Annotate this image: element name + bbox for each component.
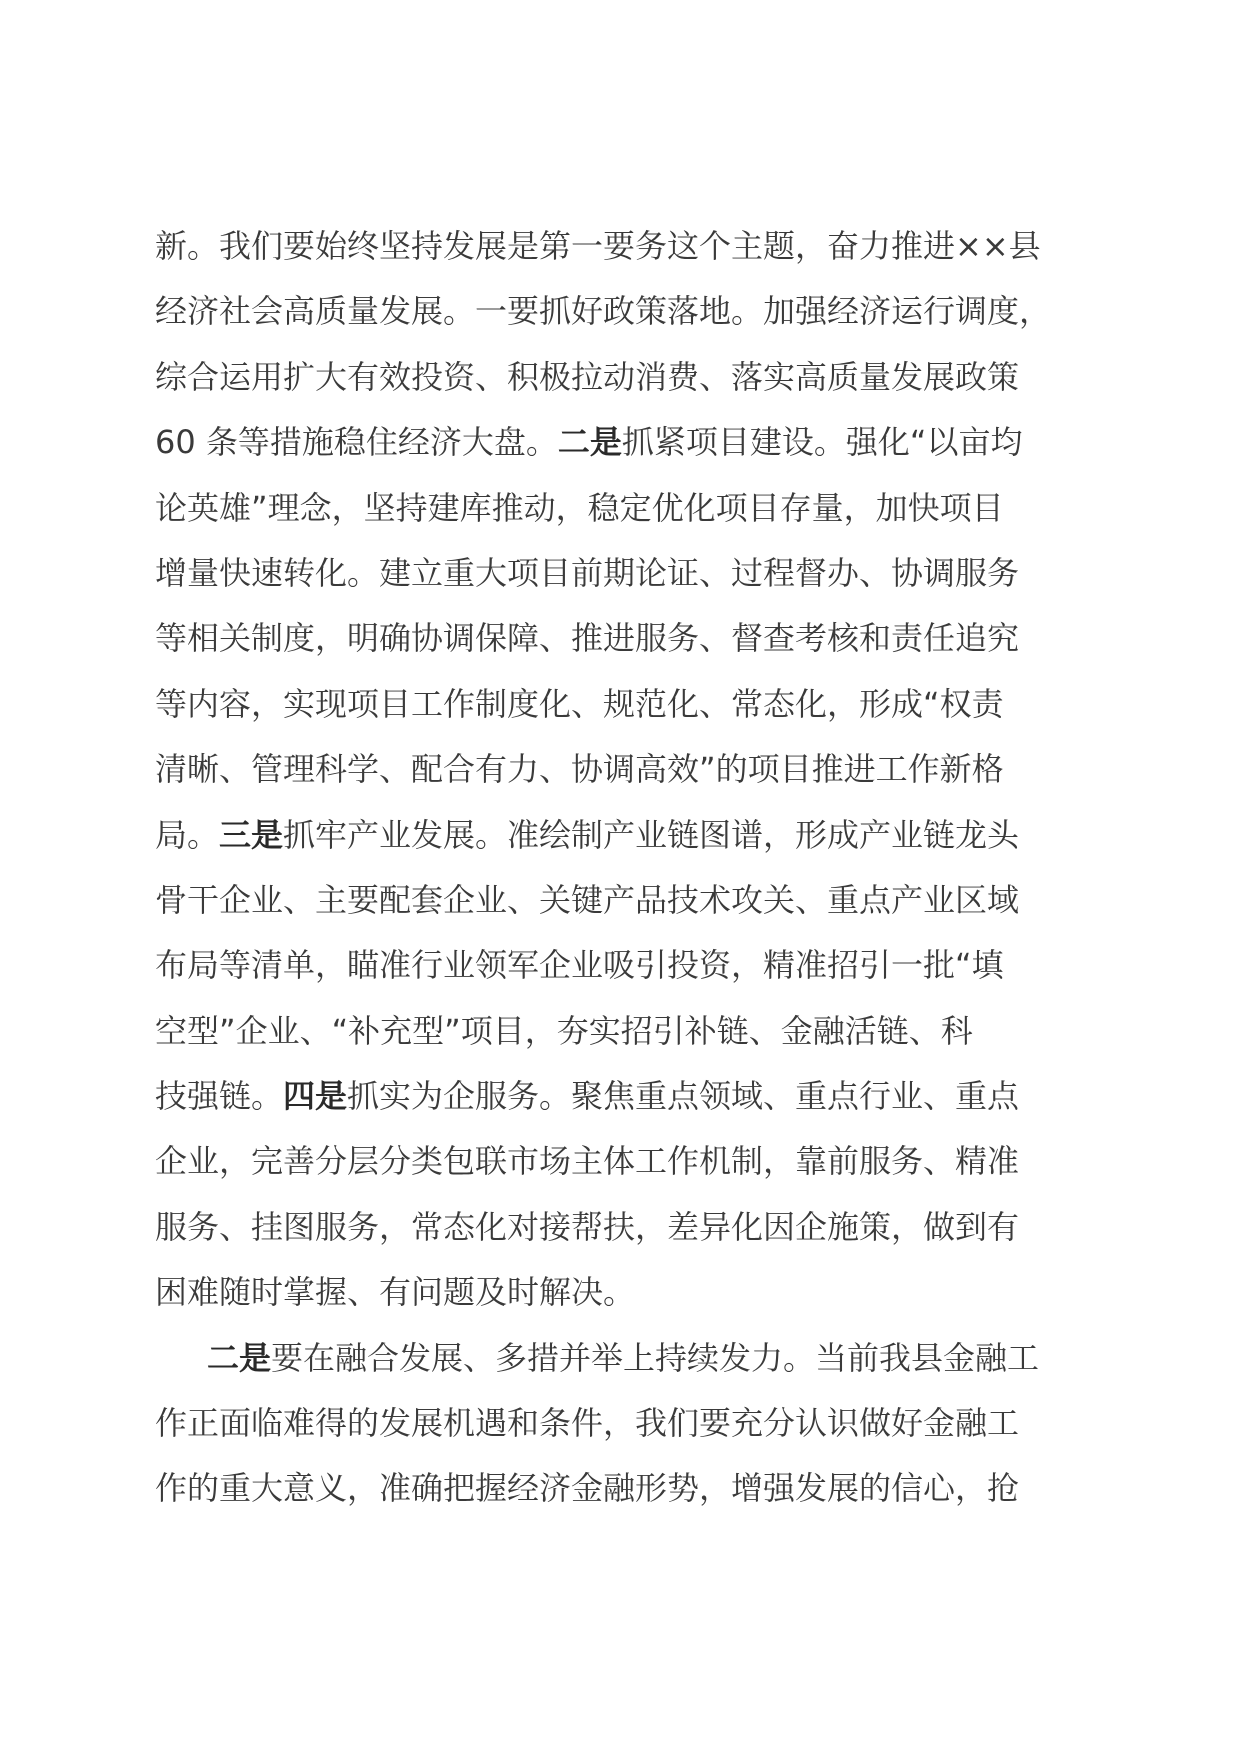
text-line bbox=[155, 868, 1095, 933]
body-text-run: 等相关制度，明确协调保障、推进服务、督查考核和责任追究 bbox=[155, 619, 1020, 658]
body-text bbox=[155, 214, 1095, 1522]
body-text-run: 等内容，实现项目工作制度化、规范化、常态化，形成“权责 bbox=[155, 684, 1004, 723]
text-line bbox=[155, 279, 1095, 344]
body-text-run: 技强链。 bbox=[155, 1077, 284, 1116]
text-line bbox=[155, 999, 1095, 1064]
body-text-run: 服务、挂图服务，常态化对接帮扶，差异化因企施策，做到有 bbox=[155, 1207, 1020, 1246]
body-text-run: 企业，完善分层分类包联市场主体工作机制，靠前服务、精准 bbox=[155, 1142, 1020, 1181]
body-text-run: 抓牢产业发展。准绘制产业链图谱，形成产业链龙头 bbox=[283, 815, 1020, 854]
body-text-run: 综合运用扩大有效投资、积极拉动消费、落实高质量发展政策 bbox=[155, 357, 1020, 396]
text-line bbox=[155, 672, 1095, 737]
body-text-run: 作正面临难得的发展机遇和条件，我们要充分认识做好金融工 bbox=[155, 1404, 1020, 1443]
body-text-run: 抓紧项目建设。强化“以亩均 bbox=[621, 423, 1023, 462]
text-line bbox=[155, 1129, 1095, 1194]
text-line bbox=[155, 476, 1095, 541]
body-text-run: 60 条等措施稳住经济大盘。 bbox=[155, 423, 558, 462]
text-line bbox=[155, 606, 1095, 671]
emphasis-text: 二是 bbox=[207, 1338, 272, 1377]
text-line bbox=[155, 541, 1095, 606]
body-text-run: 论英雄”理念，坚持建库推动，稳定优化项目存量，加快项目 bbox=[155, 488, 1004, 527]
text-line bbox=[155, 933, 1095, 998]
text-line bbox=[155, 803, 1095, 868]
text-line bbox=[155, 1456, 1095, 1521]
body-text-run: 局。 bbox=[155, 815, 220, 854]
text-line bbox=[155, 214, 1095, 279]
body-text-run: 清晰、管理科学、配合有力、协调高效”的项目推进工作新格 bbox=[155, 750, 1004, 789]
emphasis-text: 三是 bbox=[219, 815, 284, 854]
body-text-run: 空型”企业、“补充型”项目，夯实招引补链、金融活链、科 bbox=[155, 1011, 973, 1050]
body-text-run: 要在融合发展、多措并举上持续发力。当前我县金融工 bbox=[271, 1338, 1040, 1377]
text-line bbox=[155, 737, 1095, 802]
text-line bbox=[155, 1195, 1095, 1260]
body-text-run: 布局等清单，瞄准行业领军企业吸引投资，精准招引一批“填 bbox=[155, 946, 1004, 985]
text-line bbox=[155, 345, 1095, 410]
text-line bbox=[155, 1260, 1095, 1325]
text-line bbox=[155, 1391, 1095, 1456]
body-text-run: 经济社会高质量发展。一要抓好政策落地。加强经济运行调度， bbox=[155, 292, 1052, 331]
emphasis-text: 四是 bbox=[283, 1077, 348, 1116]
emphasis-text: 二是 bbox=[557, 423, 622, 462]
text-line bbox=[155, 1064, 1095, 1129]
body-text-run: 新。我们要始终坚持发展是第一要务这个主题，奋力推进××县 bbox=[155, 227, 1041, 265]
body-text-run: 困难随时掌握、有问题及时解决。 bbox=[155, 1273, 636, 1312]
text-line bbox=[155, 410, 1095, 475]
body-text-run: 增量快速转化。建立重大项目前期论证、过程督办、协调服务 bbox=[155, 553, 1020, 592]
body-text-run: 作的重大意义，准确把握经济金融形势，增强发展的信心，抢 bbox=[155, 1469, 1020, 1508]
body-text-run: 骨干企业、主要配套企业、关键产品技术攻关、重点产业区域 bbox=[155, 880, 1020, 919]
text-line bbox=[155, 1326, 1095, 1391]
body-text-run: 抓实为企服务。聚焦重点领域、重点行业、重点 bbox=[347, 1077, 1020, 1116]
